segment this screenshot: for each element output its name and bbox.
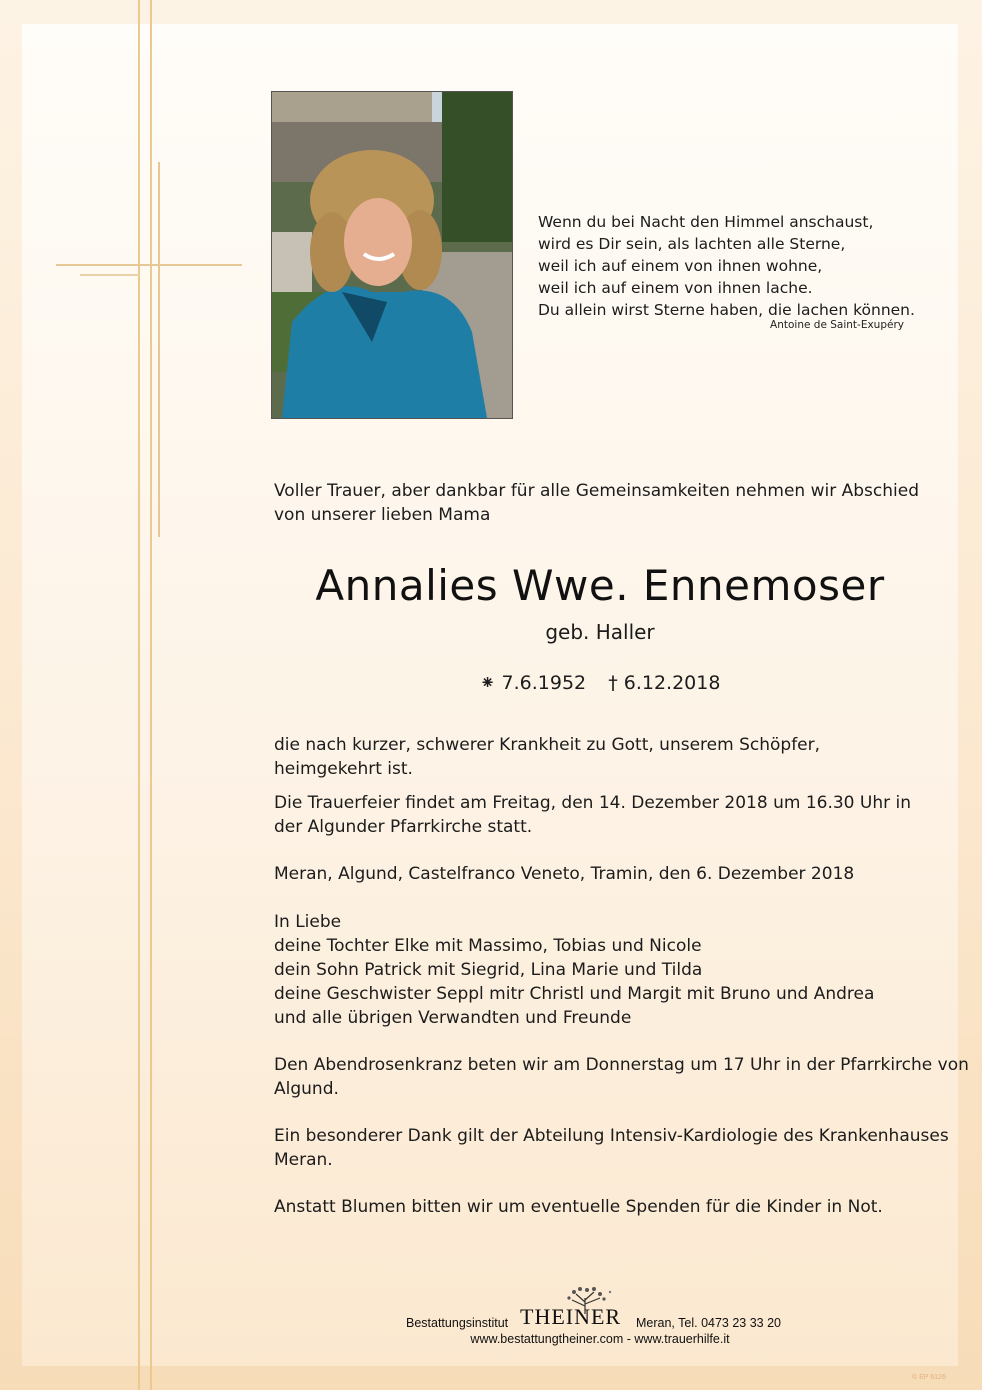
- poem-author: Antoine de Saint-Exupéry: [770, 319, 904, 331]
- paragraph-place-date: [274, 862, 934, 886]
- text-line: die nach kurzer, schwerer Krankheit zu Gott, unserem Schöpfer,: [274, 735, 821, 755]
- institute-label: Bestattungsinstitut: [406, 1316, 509, 1330]
- deceased-name: Annalies Wwe. Ennemoser: [315, 561, 885, 610]
- cross-shadow-horizontal: [80, 274, 140, 276]
- reference-code: © EP 6126: [912, 1374, 946, 1381]
- text-line: Ein besonderer Dank gilt der Abteilung Intensiv-Kardiologie des Krankenhauses: [274, 1126, 949, 1146]
- text-line: Algund.: [274, 1079, 339, 1099]
- text-line: Anstatt Blumen bitten wir um eventuelle Spenden für die Kinder in Not.: [274, 1197, 883, 1217]
- text-line: Meran.: [274, 1150, 333, 1170]
- portrait-photo: [271, 91, 513, 419]
- intro-text: [274, 479, 934, 527]
- border-line-left: [138, 0, 140, 1390]
- funeral-home-footer: [300, 1286, 900, 1346]
- brand-name: THEINER: [520, 1304, 622, 1329]
- text-line: deine Tochter Elke mit Massimo, Tobias und Nicole: [274, 936, 702, 956]
- paragraph-funeral: [274, 791, 934, 839]
- poem-line: Du allein wirst Sterne haben, die lachen können.: [538, 301, 915, 319]
- intro-line: Voller Trauer, aber dankbar für alle Gemeinsamkeiten nehmen wir Abschied: [274, 481, 920, 501]
- intro-line: von unserer lieben Mama: [274, 505, 491, 525]
- paragraph-thanks: [274, 1124, 949, 1172]
- poem-line: Wenn du bei Nacht den Himmel anschaust,: [538, 213, 874, 231]
- text-line: deine Geschwister Seppl mitr Christl und Margit mit Bruno und Andrea: [274, 984, 875, 1004]
- birth-name: geb. Haller: [545, 620, 655, 644]
- poem-line: weil ich auf einem von ihnen lache.: [538, 279, 813, 297]
- website-links: www.bestattungtheiner.com - www.trauerhilfe.it: [470, 1332, 730, 1346]
- poem-line: wird es Dir sein, als lachten alle Sterne,: [538, 235, 846, 253]
- text-line: In Liebe: [274, 912, 342, 932]
- paragraph-passing: [274, 733, 934, 781]
- text-line: Den Abendrosenkranz beten wir am Donnerstag um 17 Uhr in der Pfarrkirche von: [274, 1055, 969, 1075]
- text-line: und alle übrigen Verwandten und Freunde: [274, 1008, 632, 1028]
- text-line: dein Sohn Patrick mit Siegrid, Lina Marie und Tilda: [274, 960, 703, 980]
- border-line-right: [150, 0, 152, 1390]
- birth-date: ⁕ 7.6.1952: [479, 672, 587, 694]
- contact-phone: Meran, Tel. 0473 23 33 20: [636, 1316, 782, 1330]
- paragraph-donations: [274, 1195, 934, 1219]
- cross-icon-vertical: [158, 162, 160, 537]
- text-line: Meran, Algund, Castelfranco Veneto, Tramin, den 6. Dezember 2018: [274, 864, 855, 884]
- cross-icon-horizontal: [56, 264, 242, 266]
- paragraph-rosary: [274, 1053, 969, 1101]
- text-line: der Algunder Pfarrkirche statt.: [274, 817, 533, 837]
- text-line: heimgekehrt ist.: [274, 759, 413, 779]
- text-line: Die Trauerfeier findet am Freitag, den 14. Dezember 2018 um 16.30 Uhr in: [274, 793, 912, 813]
- poem-quote: [538, 211, 938, 321]
- poem-line: weil ich auf einem von ihnen wohne,: [538, 257, 823, 275]
- paragraph-mourners: [274, 910, 934, 1030]
- life-dates: [274, 672, 926, 694]
- death-date: † 6.12.2018: [608, 672, 721, 694]
